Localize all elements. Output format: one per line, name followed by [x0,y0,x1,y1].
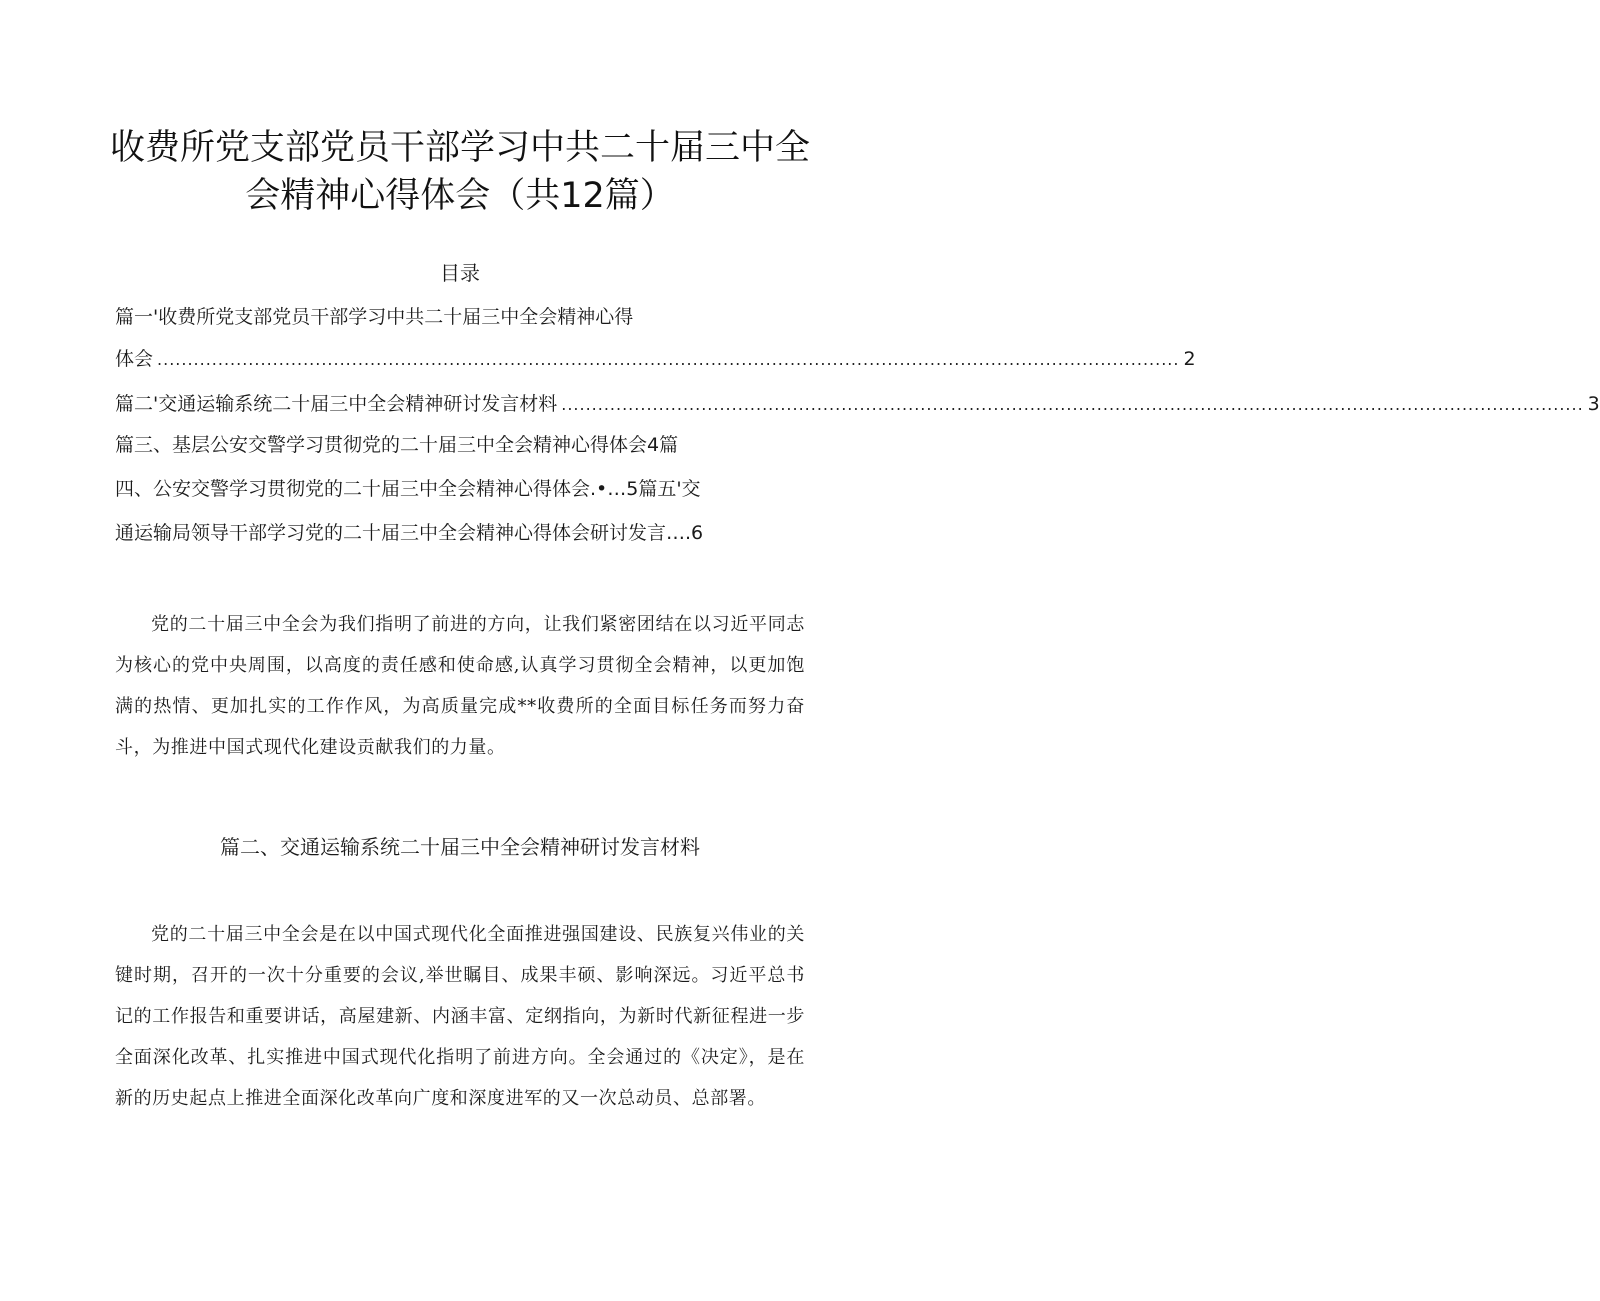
toc-entry-1-continued[interactable] [115,346,1196,373]
toc-heading: 目录 [440,261,480,285]
toc-entry-1[interactable]: 篇一'收费所党支部党员干部学习中共二十届三中全会精神心得 [115,306,634,328]
toc-page-number: 2 [1183,348,1196,370]
document-title-line-2: 会精神心得体会（共12篇） [245,176,675,216]
toc-entry-text: 体会 [115,348,154,370]
body-paragraph-1: 党的二十届三中全会为我们指明了前进的方向，让我们紧密团结在以习近平同志为核心的党中央周围，以高度的责任感和使命感,认真学习贯彻全会精神，以更加饱满的热情、更加扎实的工作作风，为高质量完成**收费所的全面目标任务而努力奋斗，为推进中国式现代化建设贡献我们的力量。 [115,614,805,758]
document-title-line-1: 收费所党支部党员干部学习中共二十届三中全 [110,128,811,168]
toc-entry-2[interactable] [115,391,1600,418]
section-heading-2: 篇二、交通运输系统二十届三中全会精神研讨发言材料 [220,835,700,859]
toc-page-number: 3 [1587,393,1600,415]
toc-entry-5[interactable]: 通运输局领导干部学习党的二十届三中全会精神心得体会研讨发言….6 [115,522,704,544]
toc-leader-dots: ........................................................................................................................................................................ [561,395,1584,414]
body-paragraph-2: 党的二十届三中全会是在以中国式现代化全面推进强国建设、民族复兴伟业的关键时期，召开的一次十分重要的会议,举世瞩目、成果丰硕、影响深远。习近平总书记的工作报告和重要讲话，高屋建新、内涵丰富、定纲指向，为新时代新征程进一步全面深化改革、扎实推进中国式现代化指明了前进方向。全会通过的《决定》，是在新的历史起点上推进全面深化改革向广度和深度进军的又一次总动员、总部署。 [115,924,805,1109]
toc-entry-text: 篇二'交通运输系统二十届三中全会精神研讨发言材料 [115,393,558,415]
toc-entry-4[interactable]: 四、公安交警学习贯彻党的二十届三中全会精神心得体会.•…5篇五'交 [115,478,701,500]
toc-entry-3[interactable]: 篇三、基层公安交警学习贯彻党的二十届三中全会精神心得体会4篇 [115,434,679,456]
toc-leader-dots: ........................................................................................................................................................................ [157,350,1180,369]
